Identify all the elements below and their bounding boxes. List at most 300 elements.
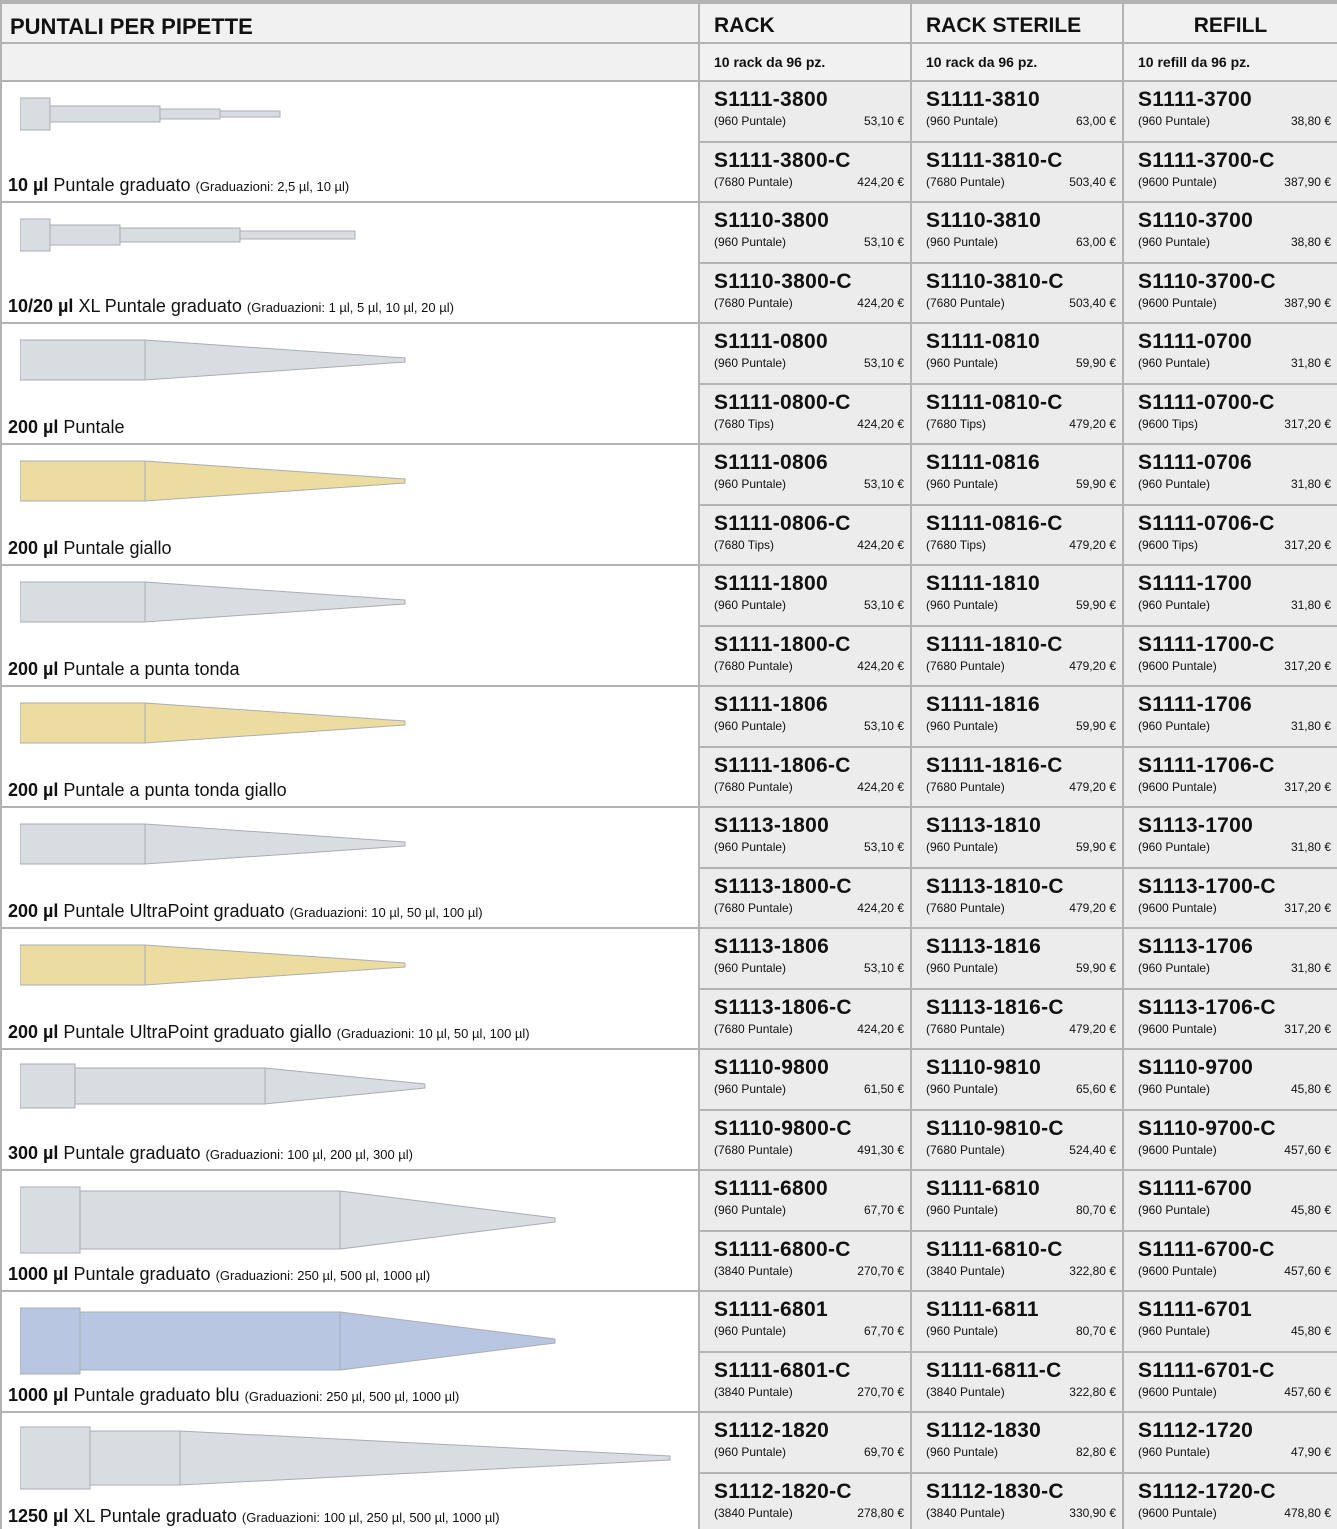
price: 63,00 € xyxy=(1075,235,1116,249)
table-row xyxy=(1,686,1337,747)
article-code: S1111-0816-C xyxy=(926,511,1063,535)
pack-quantity: (3840 Puntale) xyxy=(926,1384,1005,1399)
article-code: S1110-9700-C xyxy=(1138,1116,1276,1140)
product-name: Puntale giallo xyxy=(63,538,172,558)
price-cell xyxy=(699,928,911,989)
pack-quantity: (9600 Puntale) xyxy=(1138,174,1217,189)
pack-quantity: (960 Puntale) xyxy=(926,1203,999,1217)
price-cell xyxy=(699,142,911,203)
price: 61,50 € xyxy=(863,1082,904,1096)
pack-quantity: (3840 Puntale) xyxy=(926,1505,1005,1520)
pack-quantity: (960 Puntale) xyxy=(1138,1324,1211,1338)
pack-quantity: (960 Puntale) xyxy=(1138,1203,1211,1217)
table-row xyxy=(1,1049,1337,1110)
price: 317,20 € xyxy=(1284,1021,1331,1036)
price-cell xyxy=(1123,505,1337,566)
product-name: XL Puntale graduato xyxy=(78,296,242,316)
product-label xyxy=(8,175,349,196)
price: 457,60 € xyxy=(1284,1384,1331,1399)
product-graduations: (Graduazioni: 100 µl, 250 µl, 500 µl, 1000 µl) xyxy=(241,1510,500,1525)
product-cell xyxy=(1,1291,699,1412)
article-code: S1111-6811 xyxy=(926,1298,1039,1321)
article-code: S1111-3800-C xyxy=(714,148,851,172)
article-code: S1111-1706-C xyxy=(1138,753,1275,777)
price-cell xyxy=(699,202,911,263)
price-cell xyxy=(911,444,1123,505)
pack-quantity: (9600 Tips) xyxy=(1138,537,1199,552)
price: 424,20 € xyxy=(857,658,904,673)
product-label xyxy=(8,1385,459,1406)
price-cell xyxy=(911,384,1123,445)
article-code: S1111-6801 xyxy=(714,1298,828,1321)
price: 387,90 € xyxy=(1284,295,1331,310)
article-code: S1111-3800 xyxy=(714,88,828,111)
price: 479,20 € xyxy=(1069,1021,1116,1036)
price-cell xyxy=(699,323,911,384)
article-code: S1111-1816-C xyxy=(926,753,1063,777)
product-volume: 200 µl xyxy=(8,901,59,921)
table-row xyxy=(1,1412,1337,1473)
product-volume: 200 µl xyxy=(8,780,59,800)
column-header-rack-sterile: RACK STERILE xyxy=(911,2,1123,43)
pack-quantity: (7680 Tips) xyxy=(714,537,775,552)
price-cell xyxy=(699,868,911,929)
price: 317,20 € xyxy=(1284,658,1331,673)
product-label xyxy=(8,1506,500,1527)
price: 80,70 € xyxy=(1075,1203,1116,1217)
article-code: S1111-6800-C xyxy=(714,1237,851,1261)
product-label xyxy=(8,296,454,317)
table-row xyxy=(1,565,1337,626)
pack-quantity: (960 Puntale) xyxy=(926,1445,999,1459)
product-label xyxy=(8,1264,430,1285)
pack-quantity: (7680 Puntale) xyxy=(714,1021,793,1036)
product-cell xyxy=(1,928,699,1049)
price: 317,20 € xyxy=(1284,537,1331,552)
price-cell xyxy=(1123,565,1337,626)
product-label xyxy=(8,780,287,801)
price: 53,10 € xyxy=(863,598,904,612)
price-cell xyxy=(911,1352,1123,1413)
pack-quantity: (3840 Puntale) xyxy=(714,1505,793,1520)
product-cell xyxy=(1,1049,699,1170)
price: 53,10 € xyxy=(863,235,904,249)
article-code: S1110-9810-C xyxy=(926,1116,1064,1140)
article-code: S1110-3810-C xyxy=(926,269,1064,293)
price-cell xyxy=(1123,807,1337,868)
price-cell xyxy=(699,1291,911,1352)
price: 424,20 € xyxy=(857,537,904,552)
article-code: S1111-0700 xyxy=(1138,330,1252,353)
product-volume: 1250 µl xyxy=(8,1506,69,1526)
pack-quantity: (960 Puntale) xyxy=(1138,1082,1211,1096)
product-volume: 200 µl xyxy=(8,1022,59,1042)
article-code: S1113-1700 xyxy=(1138,814,1254,837)
article-code: S1111-0706 xyxy=(1138,451,1252,474)
table-row xyxy=(1,202,1337,263)
article-code: S1113-1800 xyxy=(714,814,830,837)
price: 80,70 € xyxy=(1075,1324,1116,1338)
article-code: S1110-3800-C xyxy=(714,269,852,293)
price: 491,30 € xyxy=(857,1142,904,1157)
price-cell xyxy=(699,384,911,445)
table-body xyxy=(1,81,1337,1529)
product-name: Puntale graduato xyxy=(63,1143,201,1163)
article-code: S1110-9800-C xyxy=(714,1116,852,1140)
article-code: S1110-9700 xyxy=(1138,1056,1254,1079)
price: 31,80 € xyxy=(1290,961,1331,975)
pack-quantity: (7680 Puntale) xyxy=(926,900,1005,915)
pack-quantity: (960 Puntale) xyxy=(1138,719,1211,733)
pack-quantity: (7680 Puntale) xyxy=(926,1142,1005,1157)
price-cell xyxy=(911,1170,1123,1231)
product-cell xyxy=(1,1412,699,1529)
price-cell xyxy=(911,1473,1123,1529)
price-cell xyxy=(1123,323,1337,384)
product-label xyxy=(8,538,172,559)
pack-quantity: (960 Puntale) xyxy=(1138,840,1211,854)
product-volume: 200 µl xyxy=(8,659,59,679)
price-cell xyxy=(1123,1170,1337,1231)
price-cell xyxy=(699,747,911,808)
product-name: Puntale UltraPoint graduato giallo xyxy=(63,1022,332,1042)
article-code: S1111-3810-C xyxy=(926,148,1063,172)
pack-quantity: (7680 Tips) xyxy=(926,537,987,552)
product-name: Puntale xyxy=(63,417,125,437)
price-cell xyxy=(911,565,1123,626)
column-header-refill: REFILL xyxy=(1123,2,1337,43)
product-label xyxy=(8,659,240,680)
price: 45,80 € xyxy=(1290,1203,1331,1217)
pack-quantity: (9600 Puntale) xyxy=(1138,1384,1217,1399)
price: 38,80 € xyxy=(1290,235,1331,249)
price: 317,20 € xyxy=(1284,900,1331,915)
price: 31,80 € xyxy=(1290,840,1331,854)
product-graduations: (Graduazioni: 2,5 µl, 10 µl) xyxy=(195,179,350,194)
article-code: S1111-0810-C xyxy=(926,390,1063,414)
pack-quantity: (9600 Puntale) xyxy=(1138,1142,1217,1157)
price-cell xyxy=(911,323,1123,384)
column-header-rack: RACK xyxy=(699,2,911,43)
article-code: S1111-6800 xyxy=(714,1177,828,1200)
product-graduations: (Graduazioni: 10 µl, 50 µl, 100 µl) xyxy=(336,1026,530,1041)
pipette-tip-image xyxy=(20,213,360,257)
price: 278,80 € xyxy=(857,1505,904,1520)
table-row xyxy=(1,1170,1337,1231)
price: 31,80 € xyxy=(1290,598,1331,612)
price-cell xyxy=(911,868,1123,929)
price-cell xyxy=(699,686,911,747)
article-code: S1111-0700-C xyxy=(1138,390,1275,414)
product-cell xyxy=(1,686,699,807)
article-code: S1110-9810 xyxy=(926,1056,1042,1079)
table-row xyxy=(1,928,1337,989)
article-code: S1110-3700-C xyxy=(1138,269,1276,293)
pack-quantity: (7680 Tips) xyxy=(714,416,775,431)
product-name: Puntale UltraPoint graduato xyxy=(63,901,285,921)
price: 53,10 € xyxy=(863,840,904,854)
price-cell xyxy=(1123,263,1337,324)
article-code: S1111-3810 xyxy=(926,88,1040,111)
pack-quantity: (960 Puntale) xyxy=(926,356,999,370)
price: 53,10 € xyxy=(863,961,904,975)
price: 479,20 € xyxy=(1069,900,1116,915)
product-graduations: (Graduazioni: 1 µl, 5 µl, 10 µl, 20 µl) xyxy=(246,300,454,315)
price: 424,20 € xyxy=(857,295,904,310)
pack-quantity: (3840 Puntale) xyxy=(926,1263,1005,1278)
article-code: S1111-0810 xyxy=(926,330,1040,353)
price: 424,20 € xyxy=(857,416,904,431)
pack-quantity: (7680 Puntale) xyxy=(714,174,793,189)
pack-quantity: (3840 Puntale) xyxy=(714,1263,793,1278)
price-cell xyxy=(911,1291,1123,1352)
blank-subheader xyxy=(1,43,699,81)
subheader-rack: 10 rack da 96 pz. xyxy=(699,43,911,81)
pack-quantity: (960 Puntale) xyxy=(714,1082,787,1096)
pack-quantity: (960 Puntale) xyxy=(714,477,787,491)
price: 31,80 € xyxy=(1290,719,1331,733)
price: 479,20 € xyxy=(1069,779,1116,794)
pack-quantity: (7680 Puntale) xyxy=(926,1021,1005,1036)
price: 69,70 € xyxy=(863,1445,904,1459)
table-row xyxy=(1,807,1337,868)
product-label xyxy=(8,417,124,438)
price: 503,40 € xyxy=(1069,174,1116,189)
price: 322,80 € xyxy=(1069,1263,1116,1278)
article-code: S1111-1810 xyxy=(926,572,1040,595)
table-row xyxy=(1,1291,1337,1352)
price-cell xyxy=(1123,1412,1337,1473)
product-volume: 200 µl xyxy=(8,538,59,558)
price-cell xyxy=(699,263,911,324)
price-cell xyxy=(1123,142,1337,203)
pack-quantity: (960 Puntale) xyxy=(714,356,787,370)
table-title: PUNTALI PER PIPETTE xyxy=(1,2,699,43)
article-code: S1111-0800-C xyxy=(714,390,851,414)
article-code: S1110-3810 xyxy=(926,209,1042,232)
pack-quantity: (9600 Puntale) xyxy=(1138,1021,1217,1036)
price-cell xyxy=(1123,928,1337,989)
price: 59,90 € xyxy=(1075,719,1116,733)
price: 67,70 € xyxy=(863,1203,904,1217)
price: 82,80 € xyxy=(1075,1445,1116,1459)
price-cell xyxy=(699,81,911,142)
price: 53,10 € xyxy=(863,356,904,370)
pack-quantity: (7680 Puntale) xyxy=(714,779,793,794)
price-cell xyxy=(699,1352,911,1413)
price: 478,80 € xyxy=(1284,1505,1331,1520)
price: 424,20 € xyxy=(857,900,904,915)
price: 65,60 € xyxy=(1075,1082,1116,1096)
pack-quantity: (960 Puntale) xyxy=(714,1203,787,1217)
subheader-refill: 10 refill da 96 pz. xyxy=(1123,43,1337,81)
article-code: S1111-0806-C xyxy=(714,511,851,535)
price: 479,20 € xyxy=(1069,658,1116,673)
pack-quantity: (7680 Puntale) xyxy=(926,174,1005,189)
price: 424,20 € xyxy=(857,1021,904,1036)
product-volume: 300 µl xyxy=(8,1143,59,1163)
pack-quantity: (9600 Puntale) xyxy=(1138,779,1217,794)
pack-quantity: (960 Puntale) xyxy=(714,840,787,854)
price: 59,90 € xyxy=(1075,477,1116,491)
pack-quantity: (960 Puntale) xyxy=(926,477,999,491)
price-cell xyxy=(1123,989,1337,1050)
price-cell xyxy=(1123,444,1337,505)
price-cell xyxy=(699,807,911,868)
pipette-tip-image xyxy=(20,576,410,628)
article-code: S1111-6700 xyxy=(1138,1177,1252,1200)
pipette-tip-image xyxy=(20,1181,560,1261)
product-cell xyxy=(1,444,699,565)
price-cell xyxy=(1123,384,1337,445)
article-code: S1112-1720-C xyxy=(1138,1479,1276,1503)
price-cell xyxy=(1123,868,1337,929)
product-cell xyxy=(1,81,699,202)
pack-quantity: (960 Puntale) xyxy=(926,114,999,128)
product-name: Puntale graduato blu xyxy=(73,1385,240,1405)
product-name: Puntale graduato xyxy=(73,1264,211,1284)
article-code: S1111-1700 xyxy=(1138,572,1252,595)
pack-quantity: (7680 Puntale) xyxy=(926,779,1005,794)
product-volume: 1000 µl xyxy=(8,1264,69,1284)
pack-quantity: (960 Puntale) xyxy=(926,598,999,612)
price: 45,80 € xyxy=(1290,1324,1331,1338)
table-row xyxy=(1,323,1337,384)
product-graduations: (Graduazioni: 250 µl, 500 µl, 1000 µl) xyxy=(244,1389,460,1404)
article-code: S1111-1800-C xyxy=(714,632,851,656)
table-row xyxy=(1,444,1337,505)
article-code: S1111-3700-C xyxy=(1138,148,1275,172)
price-cell xyxy=(911,1231,1123,1292)
pipette-tip-image xyxy=(20,1302,560,1382)
pack-quantity: (7680 Puntale) xyxy=(714,900,793,915)
pack-quantity: (960 Puntale) xyxy=(1138,1445,1211,1459)
article-code: S1111-1806-C xyxy=(714,753,851,777)
price: 59,90 € xyxy=(1075,356,1116,370)
pack-quantity: (7680 Puntale) xyxy=(714,295,793,310)
article-code: S1111-3700 xyxy=(1138,88,1252,111)
article-code: S1113-1700-C xyxy=(1138,874,1276,898)
price-cell xyxy=(1123,1110,1337,1171)
price-cell xyxy=(911,1412,1123,1473)
pack-quantity: (960 Puntale) xyxy=(714,114,787,128)
price: 479,20 € xyxy=(1069,537,1116,552)
pack-quantity: (9600 Puntale) xyxy=(1138,658,1217,673)
article-code: S1111-6810-C xyxy=(926,1237,1063,1261)
price: 31,80 € xyxy=(1290,356,1331,370)
article-code: S1112-1830-C xyxy=(926,1479,1064,1503)
price: 322,80 € xyxy=(1069,1384,1116,1399)
pack-quantity: (960 Puntale) xyxy=(1138,114,1211,128)
price-cell xyxy=(911,263,1123,324)
article-code: S1111-1806 xyxy=(714,693,828,716)
article-code: S1112-1820-C xyxy=(714,1479,852,1503)
pipette-tip-image xyxy=(20,1423,675,1493)
product-cell xyxy=(1,202,699,323)
product-name: Puntale a punta tonda giallo xyxy=(63,780,287,800)
pipette-tip-image xyxy=(20,334,410,386)
price: 270,70 € xyxy=(857,1384,904,1399)
price-cell xyxy=(911,807,1123,868)
pack-quantity: (960 Puntale) xyxy=(714,961,787,975)
pack-quantity: (7680 Tips) xyxy=(926,416,987,431)
product-label xyxy=(8,1022,530,1043)
product-cell xyxy=(1,565,699,686)
price-cell xyxy=(1123,202,1337,263)
pipette-tip-image xyxy=(20,697,410,749)
product-name: XL Puntale graduato xyxy=(73,1506,237,1526)
article-code: S1113-1806-C xyxy=(714,995,852,1019)
pack-quantity: (960 Puntale) xyxy=(926,961,999,975)
price-cell xyxy=(911,81,1123,142)
price: 45,80 € xyxy=(1290,1082,1331,1096)
price: 53,10 € xyxy=(863,719,904,733)
product-cell xyxy=(1,323,699,444)
pack-quantity: (3840 Puntale) xyxy=(714,1384,793,1399)
article-code: S1111-0800 xyxy=(714,330,828,353)
price: 53,10 € xyxy=(863,477,904,491)
pack-quantity: (960 Puntale) xyxy=(1138,356,1211,370)
article-code: S1113-1806 xyxy=(714,935,830,958)
price-cell xyxy=(911,686,1123,747)
article-code: S1111-1816 xyxy=(926,693,1040,716)
article-code: S1111-0816 xyxy=(926,451,1040,474)
pack-quantity: (960 Puntale) xyxy=(926,1324,999,1338)
pack-quantity: (960 Puntale) xyxy=(714,1445,787,1459)
article-code: S1111-1700-C xyxy=(1138,632,1275,656)
price: 53,10 € xyxy=(863,114,904,128)
article-code: S1111-6801-C xyxy=(714,1358,851,1382)
price-cell xyxy=(911,989,1123,1050)
product-label xyxy=(8,901,483,922)
price-cell xyxy=(699,1049,911,1110)
price-cell xyxy=(911,1110,1123,1171)
product-label xyxy=(8,1143,413,1164)
product-name: Puntale a punta tonda xyxy=(63,659,240,679)
article-code: S1113-1816 xyxy=(926,935,1042,958)
price: 59,90 € xyxy=(1075,961,1116,975)
article-code: S1111-6811-C xyxy=(926,1358,1062,1382)
price-cell xyxy=(1123,626,1337,687)
subheader-rack-sterile: 10 rack da 96 pz. xyxy=(911,43,1123,81)
pack-quantity: (960 Puntale) xyxy=(714,719,787,733)
pack-quantity: (960 Puntale) xyxy=(926,840,999,854)
product-volume: 1000 µl xyxy=(8,1385,69,1405)
price: 457,60 € xyxy=(1284,1142,1331,1157)
pack-quantity: (7680 Puntale) xyxy=(926,295,1005,310)
price-cell xyxy=(699,626,911,687)
price-cell xyxy=(699,565,911,626)
price-cell xyxy=(699,505,911,566)
price: 479,20 € xyxy=(1069,416,1116,431)
price: 317,20 € xyxy=(1284,416,1331,431)
price: 424,20 € xyxy=(857,174,904,189)
article-code: S1112-1820 xyxy=(714,1419,830,1442)
article-code: S1112-1720 xyxy=(1138,1419,1254,1442)
pipette-tip-image xyxy=(20,1060,430,1112)
article-code: S1110-9800 xyxy=(714,1056,830,1079)
price: 67,70 € xyxy=(863,1324,904,1338)
product-graduations: (Graduazioni: 250 µl, 500 µl, 1000 µl) xyxy=(215,1268,431,1283)
pipette-tip-image xyxy=(20,939,410,991)
price: 387,90 € xyxy=(1284,174,1331,189)
product-volume: 10/20 µl xyxy=(8,296,74,316)
pack-quantity: (9600 Puntale) xyxy=(1138,1263,1217,1278)
price-cell xyxy=(1123,1049,1337,1110)
pack-quantity: (960 Puntale) xyxy=(714,1324,787,1338)
price-cell xyxy=(699,1110,911,1171)
product-volume: 10 µl xyxy=(8,175,49,195)
